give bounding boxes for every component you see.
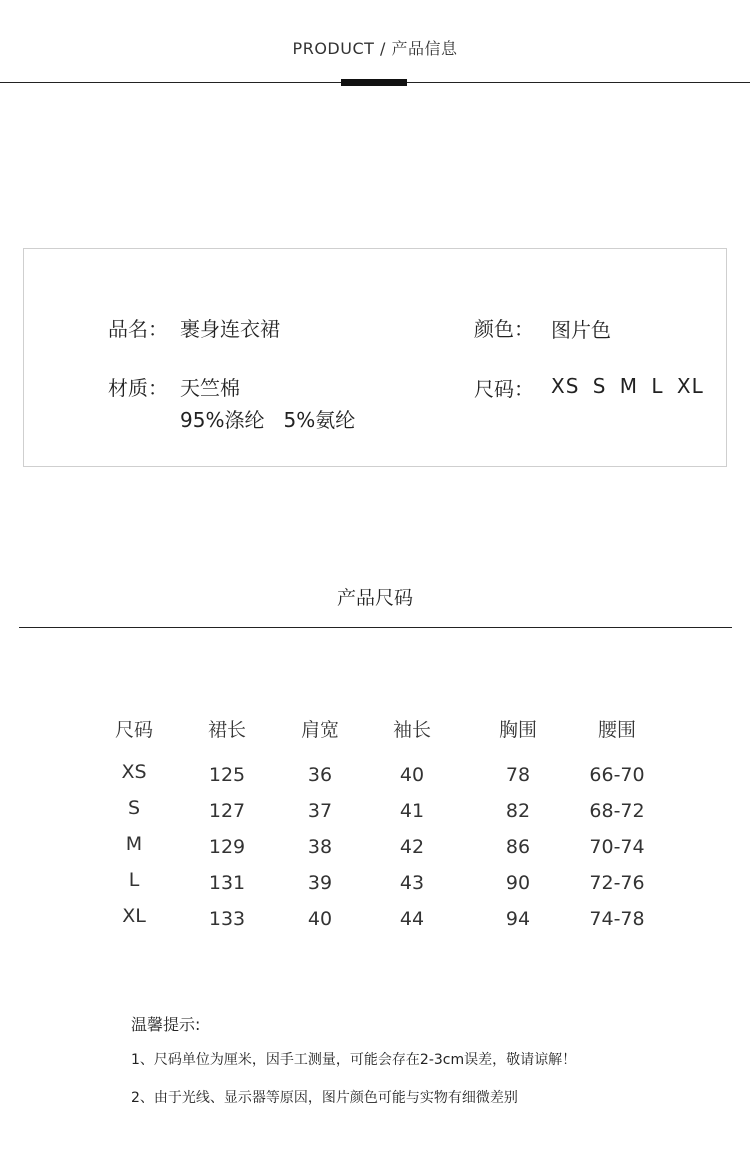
table-cell: 43 <box>399 872 425 894</box>
table-cell: 129 <box>208 836 246 858</box>
table-cell: 37 <box>307 800 333 822</box>
table-cell: 127 <box>208 800 246 822</box>
table-cell: S <box>127 797 141 819</box>
size-section-divider <box>19 627 732 628</box>
material-value-fabric: 天竺棉 <box>180 376 240 400</box>
table-cell: M <box>125 833 143 855</box>
note-line-1: 1、尺码单位为厘米，因手工测量，可能会存在2-3cm误差，敬请谅解！ <box>131 1052 577 1068</box>
table-cell: 66-70 <box>589 764 645 786</box>
header-sleeve: 袖长 <box>392 719 431 741</box>
table-cell: 41 <box>399 800 425 822</box>
size-value: XS S M L XL <box>551 374 704 398</box>
table-cell: 125 <box>208 764 246 786</box>
table-cell: 94 <box>505 908 531 930</box>
name-value: 裹身连衣裙 <box>180 317 280 341</box>
table-cell: 74-78 <box>589 908 645 930</box>
header-size: 尺码 <box>114 719 153 741</box>
table-cell: 42 <box>399 836 425 858</box>
table-cell: 131 <box>208 872 246 894</box>
table-cell: 40 <box>307 908 333 930</box>
table-cell: 82 <box>505 800 531 822</box>
table-cell: 133 <box>208 908 246 930</box>
table-cell: 90 <box>505 872 531 894</box>
page-title: PRODUCT / 产品信息 <box>292 39 458 58</box>
table-cell: 78 <box>505 764 531 786</box>
header-accent-bar <box>341 79 407 86</box>
size-label: 尺码： <box>474 377 534 401</box>
product-info-box <box>23 248 727 467</box>
table-cell: 72-76 <box>589 872 645 894</box>
material-label: 材质： <box>108 376 168 400</box>
table-cell: 86 <box>505 836 531 858</box>
header-length: 裙长 <box>207 719 246 741</box>
header-shoulder: 肩宽 <box>300 719 339 741</box>
table-cell: 44 <box>399 908 425 930</box>
table-cell: L <box>128 869 140 891</box>
table-cell: 68-72 <box>589 800 645 822</box>
header-waist: 腰围 <box>597 719 636 741</box>
table-cell: XS <box>121 761 147 783</box>
color-label: 颜色： <box>474 317 534 341</box>
note-line-2: 2、由于光线、显示器等原因，图片颜色可能与实物有细微差别 <box>131 1090 518 1106</box>
table-cell: 40 <box>399 764 425 786</box>
name-label: 品名： <box>108 317 168 341</box>
header-bust: 胸围 <box>498 719 537 741</box>
table-cell: 70-74 <box>589 836 645 858</box>
color-value: 图片色 <box>551 318 611 342</box>
size-section-title: 产品尺码 <box>336 587 413 609</box>
table-cell: 39 <box>307 872 333 894</box>
notes-title: 温馨提示: <box>131 1015 201 1034</box>
material-value-composition: 95%涤纶 5%氨纶 <box>180 408 356 432</box>
table-cell: XL <box>122 905 146 927</box>
table-cell: 38 <box>307 836 333 858</box>
table-cell: 36 <box>307 764 333 786</box>
